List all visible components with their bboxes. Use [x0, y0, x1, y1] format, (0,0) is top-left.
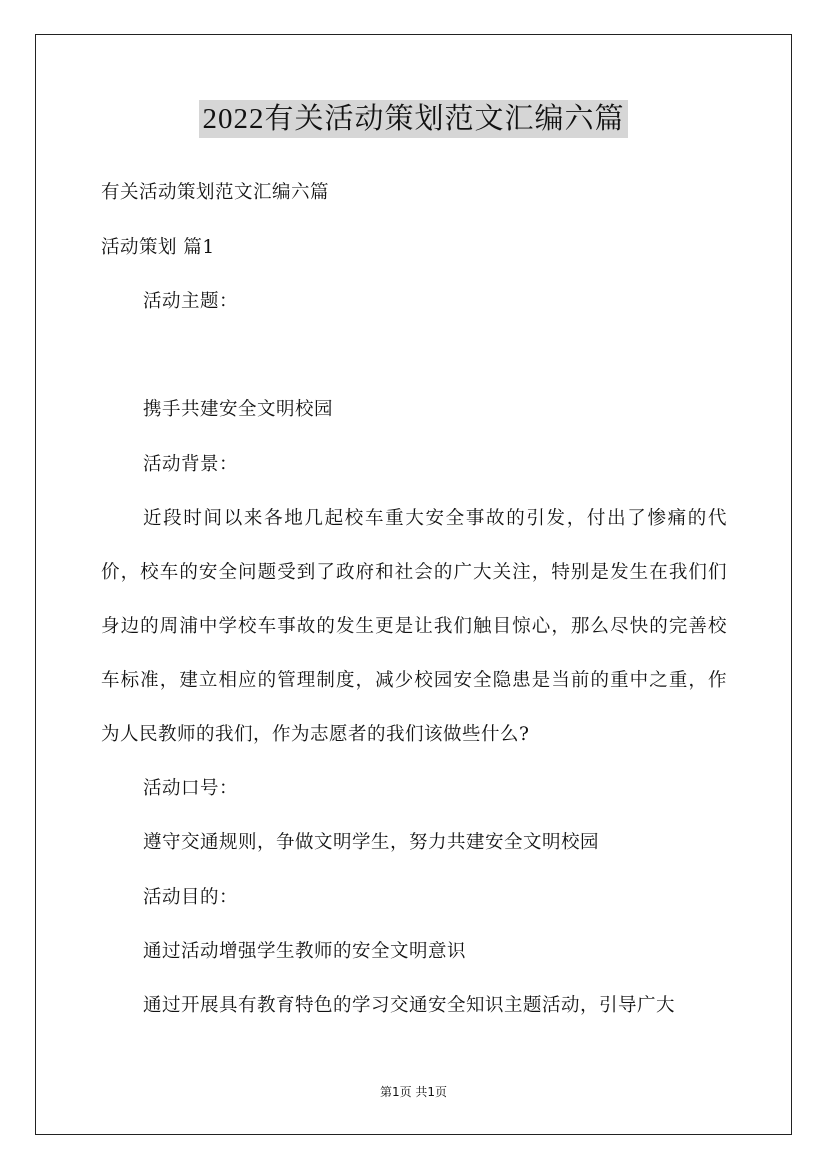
document-title — [0, 100, 827, 138]
background-paragraph: 近段时间以来各地几起校车重大安全事故的引发，付出了惨痛的代价，校车的安全问题受到了政府和社会的广大关注，特别是发生在我们们身边的周浦中学校车事故的发生更是让我们触目惊心，那么尽快的完善校车标准，建立相应的管理制度，减少校园安全隐患是当前的重中之重，作为人民教师的我们，作为志愿者的我们该做些什么? — [101, 508, 727, 745]
slogan-text: 遵守交通规则，争做文明学生，努力共建安全文明校园 — [143, 832, 600, 853]
theme-text: 携手共建安全文明校园 — [143, 399, 334, 420]
slogan-label: 活动口号： — [143, 778, 239, 799]
background-label: 活动背景： — [143, 454, 239, 475]
document-subtitle: 有关活动策划范文汇编六篇 — [101, 182, 330, 203]
document-title-text: 2022有关活动策划范文汇编六篇 — [199, 100, 627, 138]
purpose-text-1: 通过活动增强学生教师的安全文明意识 — [143, 941, 467, 962]
theme-label: 活动主题： — [143, 291, 239, 312]
page-footer: 第1页 共1页 — [379, 1085, 448, 1099]
purpose-label: 活动目的： — [143, 887, 239, 908]
section-heading: 活动策划 篇1 — [101, 237, 215, 258]
purpose-text-2: 通过开展具有教育特色的学习交通安全知识主题活动，引导广大 — [143, 995, 676, 1016]
